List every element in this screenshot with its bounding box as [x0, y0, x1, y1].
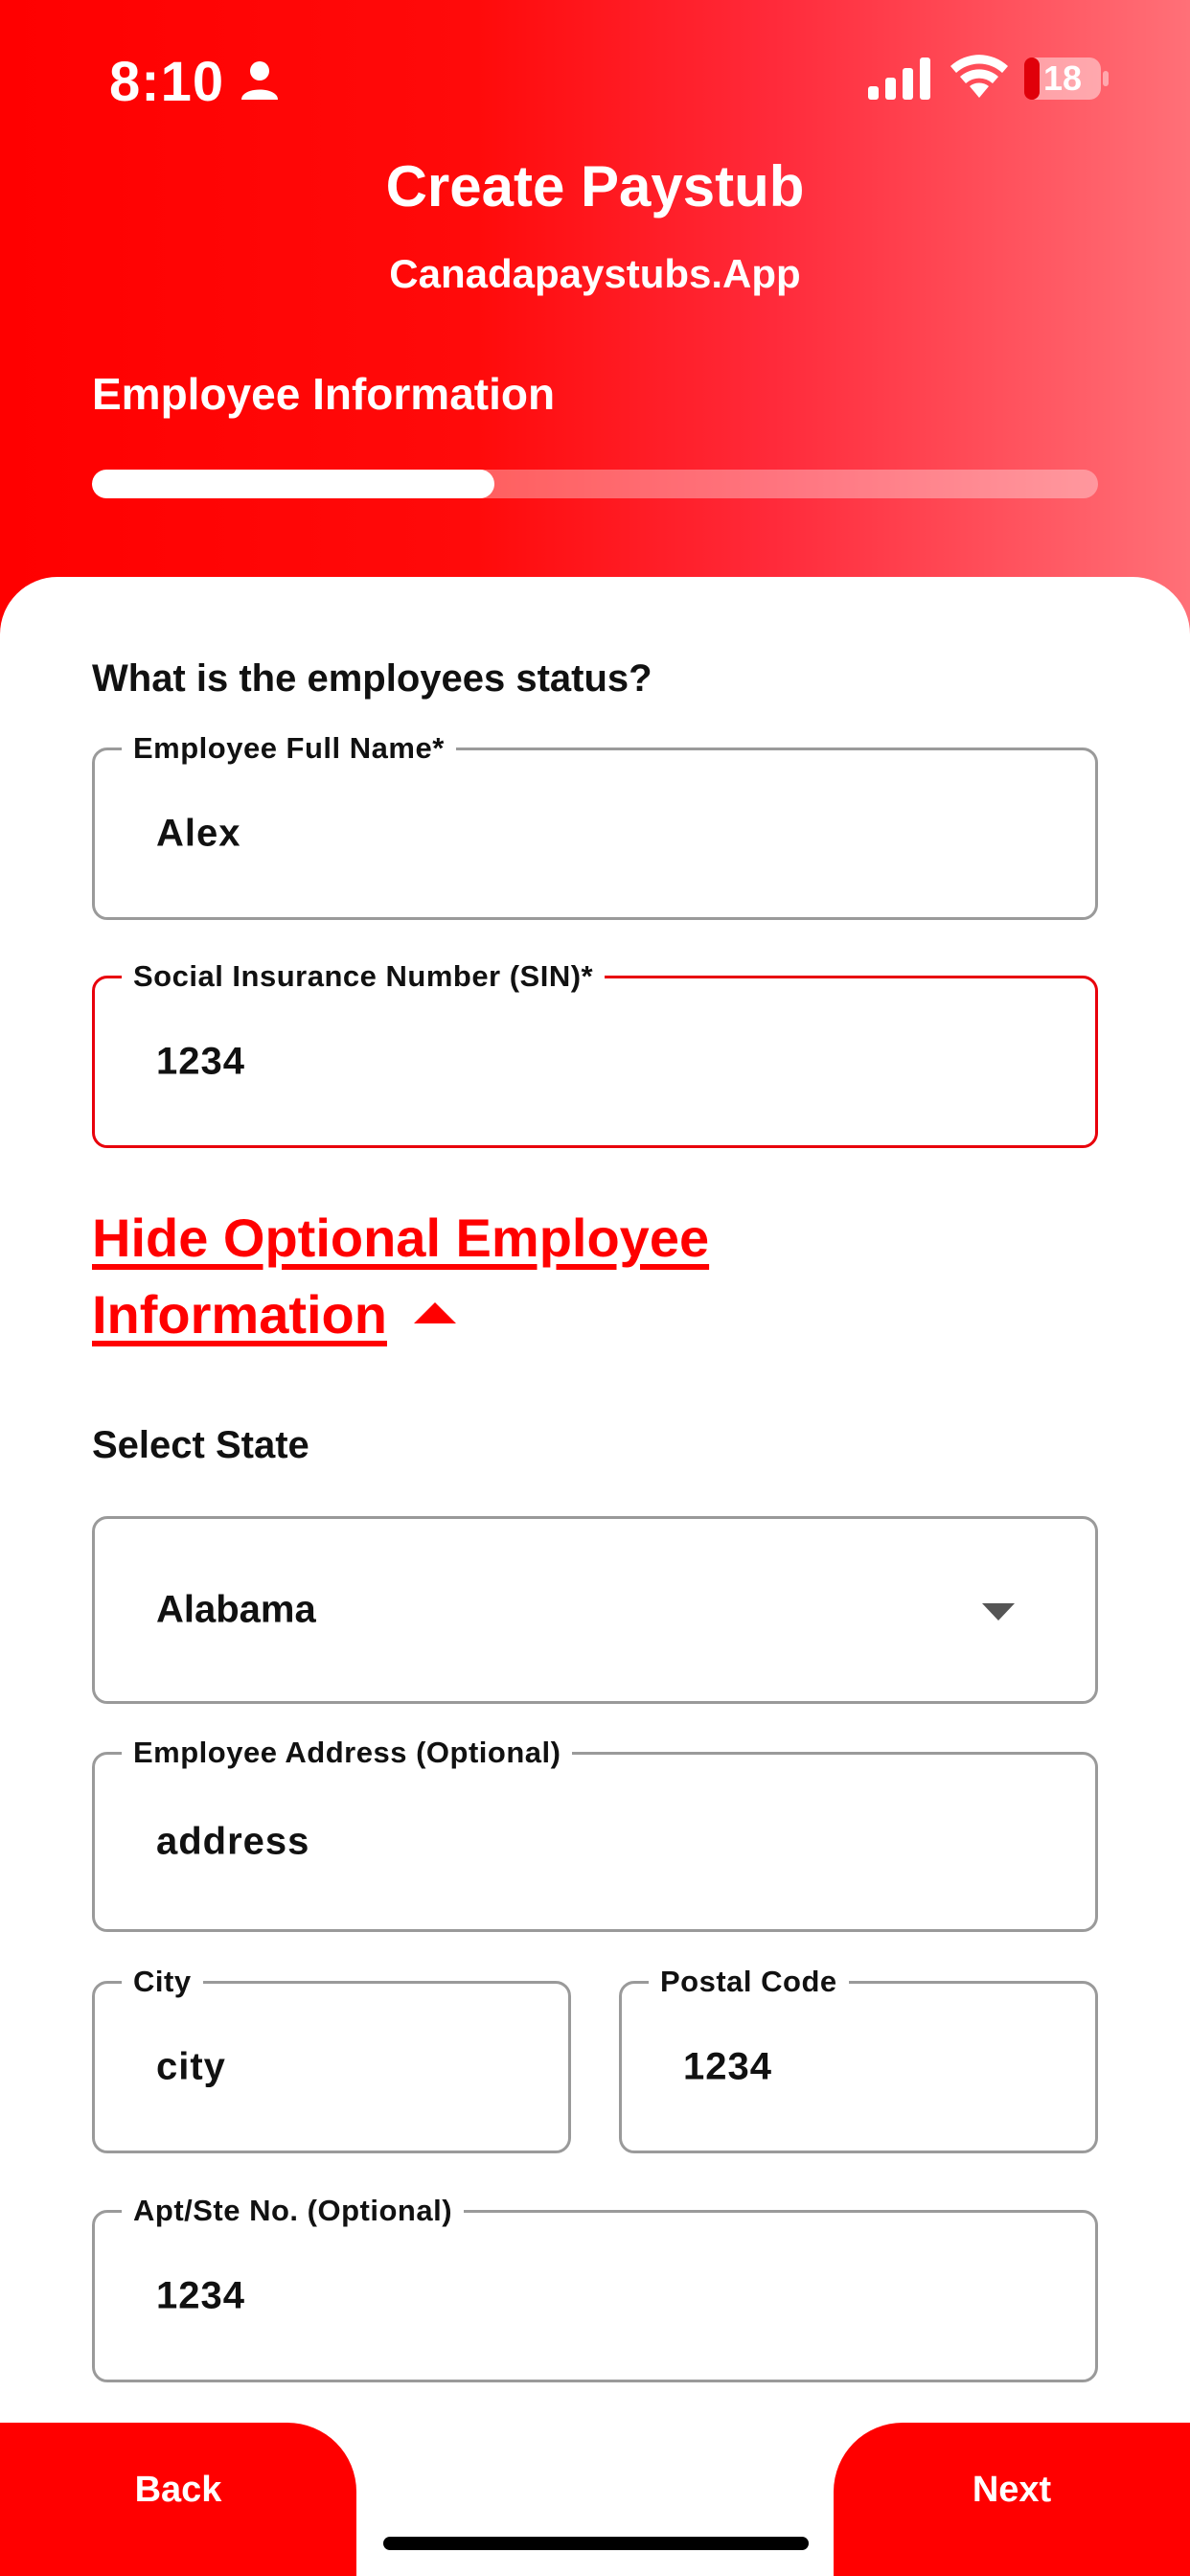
sin-label: Social Insurance Number (SIN)*	[122, 959, 605, 994]
hide-optional-info-link[interactable]	[92, 1200, 839, 1353]
postal-code-label: Postal Code	[649, 1965, 849, 1999]
next-button[interactable]	[834, 2423, 1190, 2576]
sin-field[interactable]	[92, 959, 1098, 1148]
state-select-value: Alabama	[156, 1588, 316, 1631]
wifi-icon	[950, 54, 1008, 100]
address-label: Employee Address (Optional)	[122, 1736, 572, 1770]
state-select[interactable]	[92, 1516, 1098, 1704]
apt-label: Apt/Ste No. (Optional)	[122, 2194, 464, 2228]
hide-optional-info-label: Hide Optional Employee Information	[92, 1208, 710, 1345]
signal-icon	[868, 58, 931, 100]
next-button-label: Next	[972, 2469, 1052, 2510]
battery-level: 18	[1042, 58, 1083, 98]
status-bar	[0, 0, 1190, 158]
status-time: 8:10	[109, 51, 225, 113]
back-button[interactable]	[0, 2423, 356, 2576]
employee-status-question: What is the employees status?	[92, 657, 652, 700]
city-field[interactable]	[92, 1965, 571, 2153]
address-value[interactable]: address	[156, 1820, 310, 1863]
select-state-label: Select State	[92, 1424, 309, 1466]
city-label: City	[122, 1965, 203, 1999]
full-name-label: Employee Full Name*	[122, 731, 456, 766]
progress-bar	[92, 470, 1098, 498]
section-title: Employee Information	[92, 369, 556, 419]
apt-value[interactable]: 1234	[156, 2274, 245, 2317]
full-name-field[interactable]	[92, 731, 1098, 920]
sin-value[interactable]: 1234	[156, 1040, 245, 1083]
page-title: Create Paystub	[385, 154, 805, 218]
postal-code-value[interactable]: 1234	[683, 2045, 772, 2088]
back-button-label: Back	[134, 2469, 222, 2510]
address-field[interactable]	[92, 1736, 1098, 1932]
person-icon	[240, 59, 280, 100]
header	[0, 0, 1190, 671]
chevron-down-icon	[982, 1603, 1015, 1621]
city-value[interactable]: city	[156, 2045, 226, 2088]
postal-code-field[interactable]	[619, 1965, 1098, 2153]
home-indicator	[383, 2537, 809, 2550]
full-name-value[interactable]: Alex	[156, 812, 241, 855]
page-subtitle: Canadapaystubs.App	[389, 251, 801, 296]
progress-fill	[92, 470, 494, 498]
caret-up-icon	[414, 1302, 456, 1323]
apt-field[interactable]	[92, 2194, 1098, 2382]
